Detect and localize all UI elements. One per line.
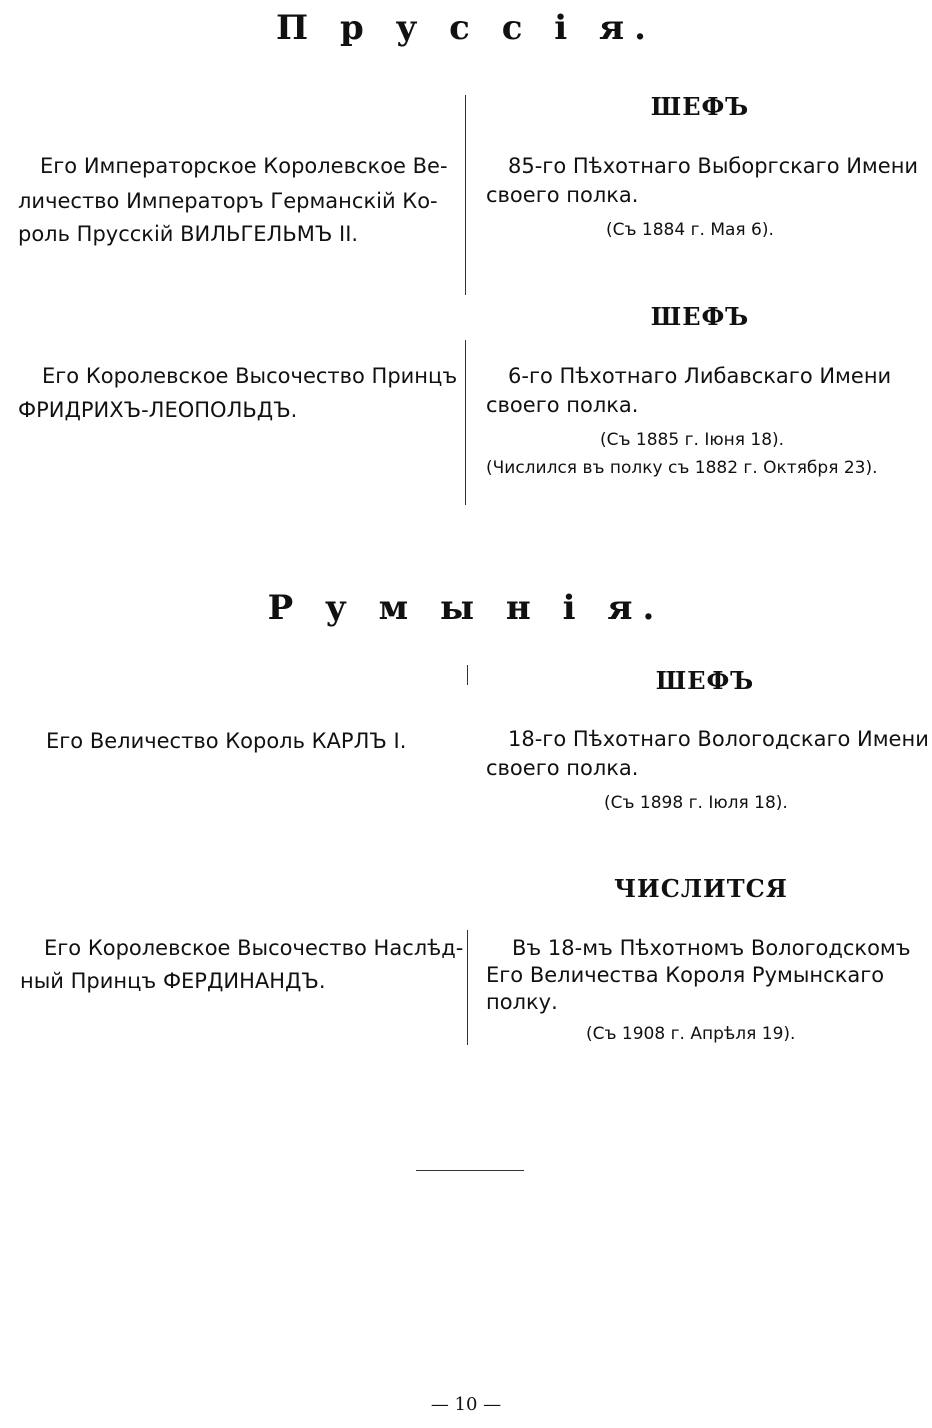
section-title-prussia: П р у с с і я. [276,8,656,48]
column-divider [465,95,466,295]
honoree-line: роль Прусскій ВИЛЬГЕЛЬМЪ II. [18,222,359,246]
date-note: (Съ 1885 г. Іюня 18). [600,430,785,450]
date-note: (Съ 1908 г. Апрѣля 19). [586,1024,796,1044]
rank-heading: ШЕФЪ [655,666,755,695]
regiment-line: полку. [486,990,558,1014]
regiment-line: Въ 18-мъ Пѣхотномъ Вологодскомъ [512,936,911,960]
rank-heading: ШЕФЪ [650,92,750,121]
column-divider [467,665,468,685]
honoree-line: Его Императорское Королевское Ве- [40,154,448,178]
rank-heading: ШЕФЪ [650,302,750,331]
regiment-line: своего полка. [486,756,639,780]
date-note: (Числился въ полку съ 1882 г. Октября 23). [486,458,878,478]
regiment-line: Его Величества Короля Румынскаго [486,963,885,987]
honoree-line: личество Императоръ Германскій Ко- [18,189,438,213]
regiment-line: своего полка. [486,393,639,417]
column-divider [467,930,468,1045]
date-note: (Съ 1898 г. Іюля 18). [604,793,788,813]
honoree-line: Его Королевское Высочество Принцъ [42,364,458,388]
honoree-line: Его Королевское Высочество Наслѣд- [44,936,464,960]
regiment-line: 18-го Пѣхотнаго Вологодскаго Имени [508,727,929,751]
closing-rule [416,1170,524,1171]
regiment-line: своего полка. [486,183,639,207]
honoree-line: ный Принцъ ФЕРДИНАНДЪ. [20,969,326,993]
honoree-line: ФРИДРИХЪ-ЛЕОПОЛЬДЪ. [18,398,298,422]
honoree-line: Его Величество Король КАРЛЪ I. [46,729,407,753]
section-title-romania: Р у м ы н і я. [267,588,665,628]
page-number: — 10 — [430,1394,502,1415]
regiment-line: 6-го Пѣхотнаго Либавскаго Имени [508,364,892,388]
rank-heading: ЧИСЛИТСЯ [614,874,788,903]
column-divider [465,340,466,505]
date-note: (Съ 1884 г. Мая 6). [606,220,774,240]
regiment-line: 85-го Пѣхотнаго Выборгскаго Имени [508,154,919,178]
